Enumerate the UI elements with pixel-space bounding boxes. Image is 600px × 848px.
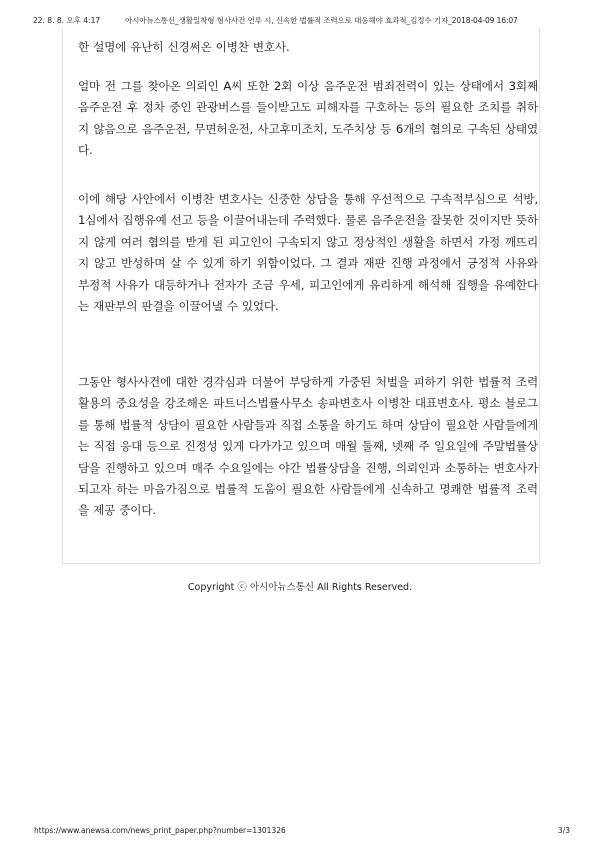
article-paragraph: 한 설명에 유난히 신경써온 이병찬 변호사. <box>78 40 290 54</box>
print-page-title: 아시아뉴스통신_생활밀착형 형사사건 연루 시, 신속한 법률적 조력으로 대응해야 효과적_김정수 기자_2018-04-09 16:07 <box>125 16 518 25</box>
page-number: 3/3 <box>557 826 570 835</box>
print-datetime: 22. 8. 8. 오후 4:17 <box>33 16 101 25</box>
page-url: https://www.anewsa.com/news_print_paper.php?number=1301326 <box>34 826 286 835</box>
article-paragraph: 이에 해당 사안에서 이병찬 변호사는 신중한 상담을 통해 우선적으로 구속적부심으로 석방, 1심에서 집행유예 선고 등을 이끌어내는데 주력했다. 물론 음주운전을 잘못한 것이지만 뜻하지 않게 여러 혐의를 받게 된 피고인이 구속되지 않고 정상적인 생활을 하면서 가정 깨뜨리지 않고 반성하며 살 수 있게 하기 위함이었다. 그 결과 재판 진행 과정에서 긍정적 사유와 부정적 사유가 대등하거나 전자가 조금 우세, 피고인에게 유리하게 해석해 집행을 유예한다는 재판부의 판결을 이끌어낼 수 있었다. <box>78 192 538 314</box>
article-paragraph: 얼마 전 그를 찾아온 의뢰인 A씨 또한 2회 이상 음주운전 범죄전력이 있는 상태에서 3회째 음주운전 후 정차 중인 관광버스를 들이받고도 피해자를 구호하는 등의 필요한 조치를 취하지 않음으로 음주운전, 무면허운전, 사고후미조치, 도주치상 등 6개의 혐의로 구속된 상태였다. <box>78 79 538 158</box>
print-footer <box>0 826 600 838</box>
copyright-notice: Copyright ⓒ 아시아뉴스통신 All Rights Reserved. <box>187 582 413 593</box>
print-header <box>0 15 600 29</box>
article-paragraph: 그동안 형사사건에 대한 경각심과 더불어 부당하게 가중된 처벌을 피하기 위한 법률적 조력 활용의 중요성을 강조해온 파트너스법률사무소 송파변호사 이병찬 대표변호사. 평소 블로그를 통해 법률적 상담이 필요한 사람들과 직접 소통을 하기도 하며 상담이 필요한 사람들에게는 직접 응대 등으로 진정성 있게 다가가고 있으며 매월 둘째, 넷째 주 일요일에 주말법률상담을 진행하고 있으며 매주 수요일에는 야간 법률상담을 진행, 의뢰인과 소통하는 변호사가 되고자 하는 마음가짐으로 법률적 도움이 필요한 사람들에게 신속하고 명쾌한 법률적 조력을 제공 중이다. <box>78 375 538 518</box>
